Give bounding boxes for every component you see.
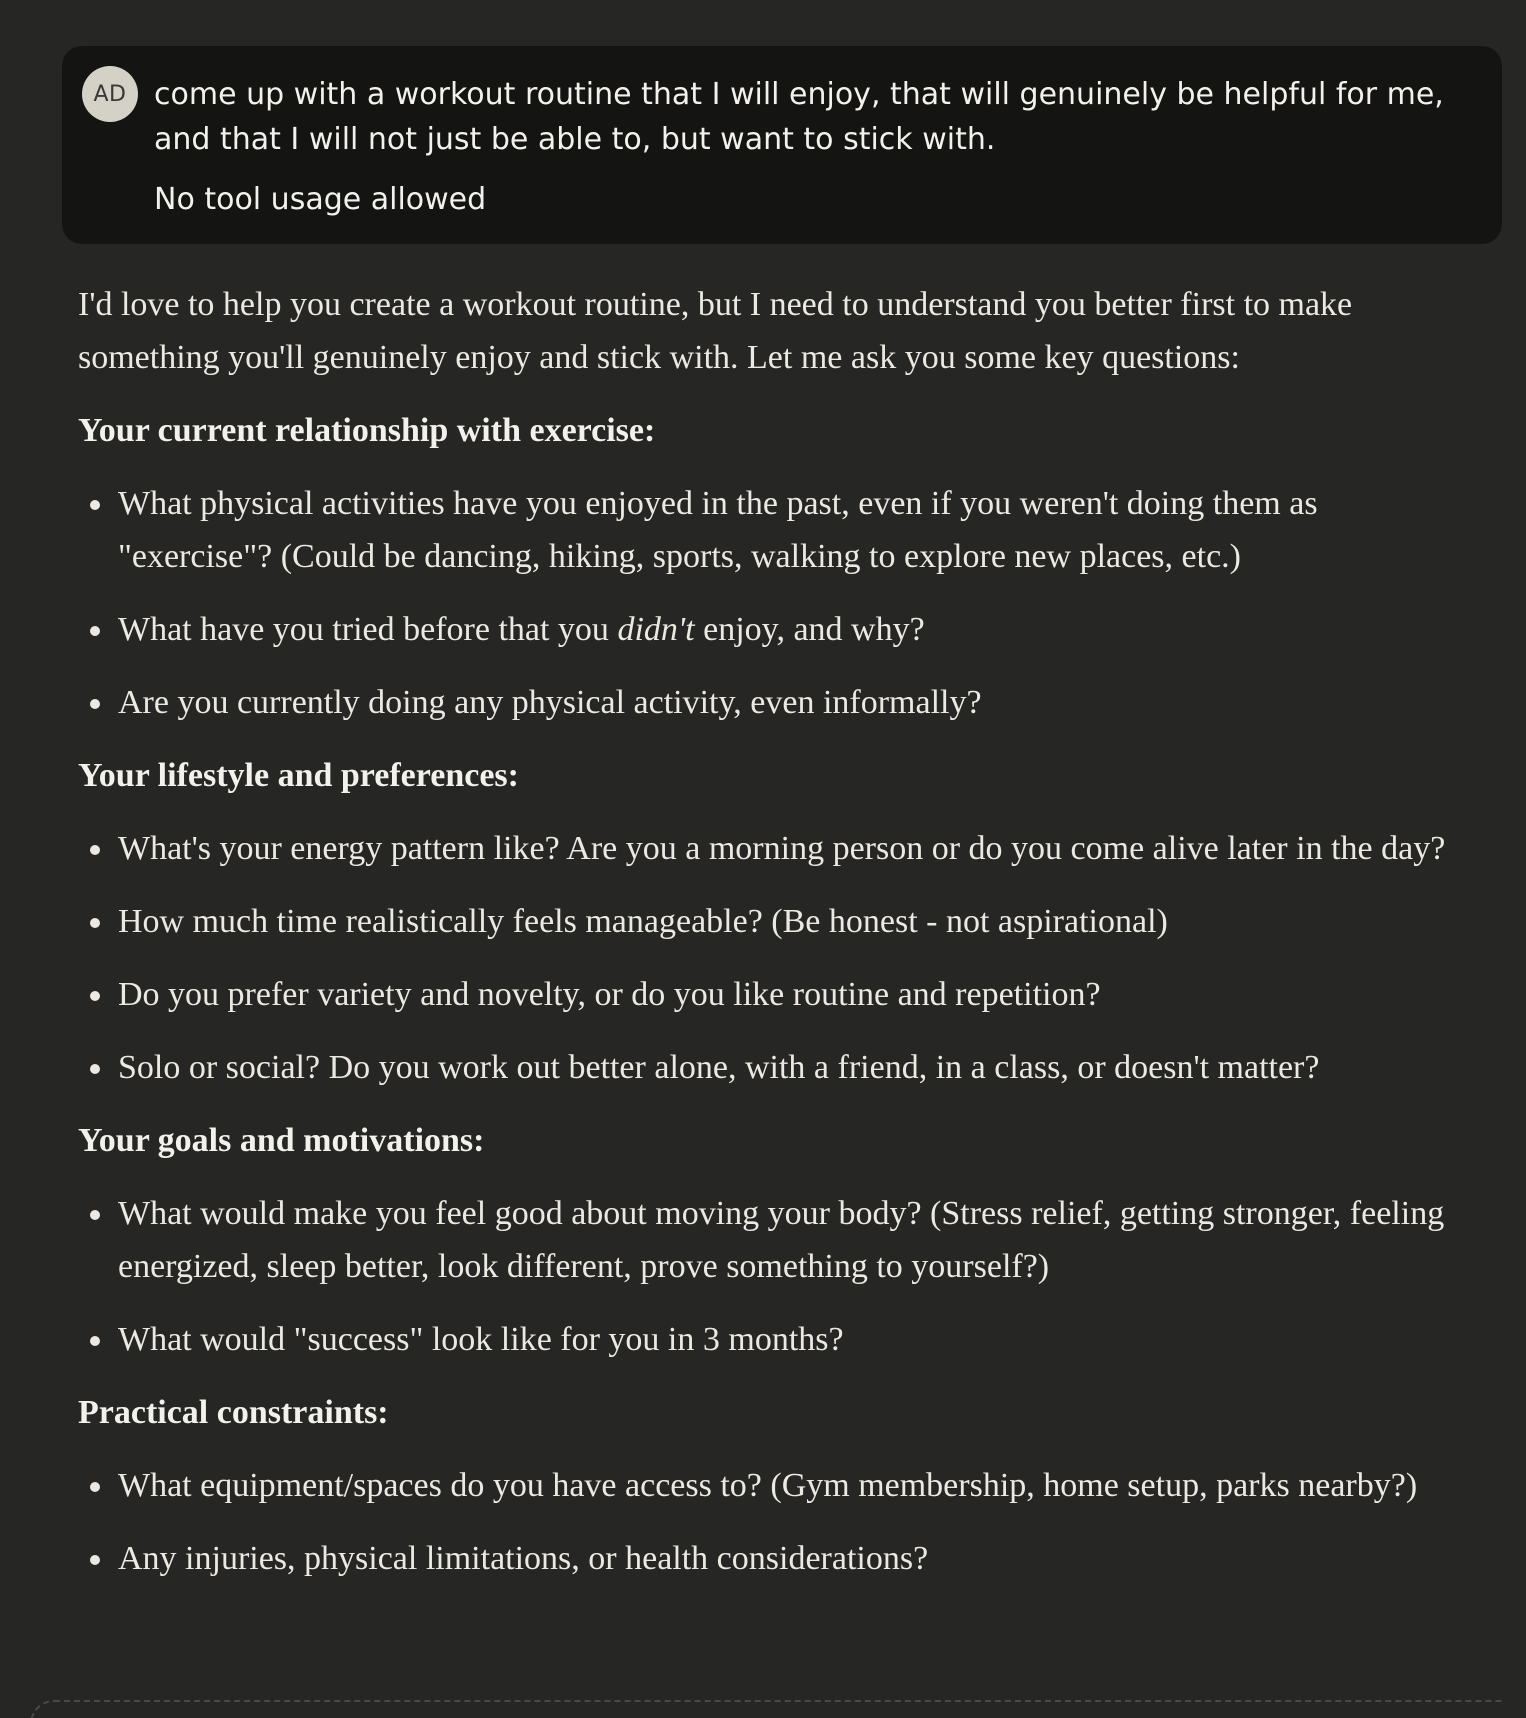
list-item [78,676,1468,729]
assistant-response [78,278,1468,1605]
list-item [78,1041,1468,1094]
question-list [78,822,1468,1094]
bullet-icon [90,1064,100,1074]
list-item [78,1459,1468,1512]
section-heading: Your lifestyle and preferences: [78,757,519,794]
list-item [78,1187,1468,1293]
question-list [78,1187,1468,1366]
bullet-icon [90,1482,100,1492]
list-item-text-before: What have you tried before that you [118,611,618,648]
question-list [78,477,1468,729]
list-item-text: Are you currently doing any physical activity, even informally? [118,684,982,721]
list-item-text: Do you prefer variety and novelty, or do you like routine and repetition? [118,976,1101,1013]
list-item-text: Any injuries, physical limitations, or health considerations? [118,1540,929,1577]
response-intro: I'd love to help you create a workout routine, but I need to understand you better first to make something you'll genuinely enjoy and stick with. Let me ask you some key questions: [78,286,1353,376]
avatar[interactable]: AD [82,66,138,122]
section-heading: Your current relationship with exercise: [78,412,656,449]
bullet-icon [90,1336,100,1346]
bullet-icon [90,1210,100,1220]
user-message-line: No tool usage allowed [154,182,487,217]
list-item [78,1313,1468,1366]
list-item-text: What would make you feel good about moving your body? (Stress relief, getting stronger, feeling energized, sleep better, look different, prove something to yourself?) [118,1195,1445,1285]
section-heading: Your goals and motivations: [78,1122,485,1159]
bullet-icon [90,699,100,709]
section-heading: Practical constraints: [78,1394,389,1431]
list-item [78,477,1468,583]
list-item [78,822,1468,875]
list-item-emphasis: didn't [617,611,695,648]
bullet-icon [90,845,100,855]
list-item [78,603,1468,656]
question-list [78,1459,1468,1585]
bullet-icon [90,991,100,1001]
artifact-card-edge [30,1700,1502,1718]
list-item-text: What physical activities have you enjoyed in the past, even if you weren't doing them as "exercise"? (Could be dancing, hiking, sports, walking to explore new places, etc.) [118,485,1318,575]
user-message-line: come up with a workout routine that I will enjoy, that will genuinely be helpful for me, and that I will not just be able to, but want to stick with. [154,77,1444,157]
list-item [78,1532,1468,1585]
list-item-text: What's your energy pattern like? Are you a morning person or do you come alive later in the day? [118,830,1446,867]
list-item-text: Solo or social? Do you work out better alone, with a friend, in a class, or doesn't matter? [118,1049,1320,1086]
list-item-text: What equipment/spaces do you have access to? (Gym membership, home setup, parks nearby?) [118,1467,1418,1504]
user-message-text [154,72,1474,222]
list-item-text: What would "success" look like for you in 3 months? [118,1321,844,1358]
user-message-bubble [62,46,1502,244]
bullet-icon [90,500,100,510]
bullet-icon [90,626,100,636]
bullet-icon [90,918,100,928]
list-item-text: How much time realistically feels manageable? (Be honest - not aspirational) [118,903,1168,940]
list-item-text-after: enjoy, and why? [694,611,925,648]
list-item [78,968,1468,1021]
list-item [78,895,1468,948]
bullet-icon [90,1555,100,1565]
